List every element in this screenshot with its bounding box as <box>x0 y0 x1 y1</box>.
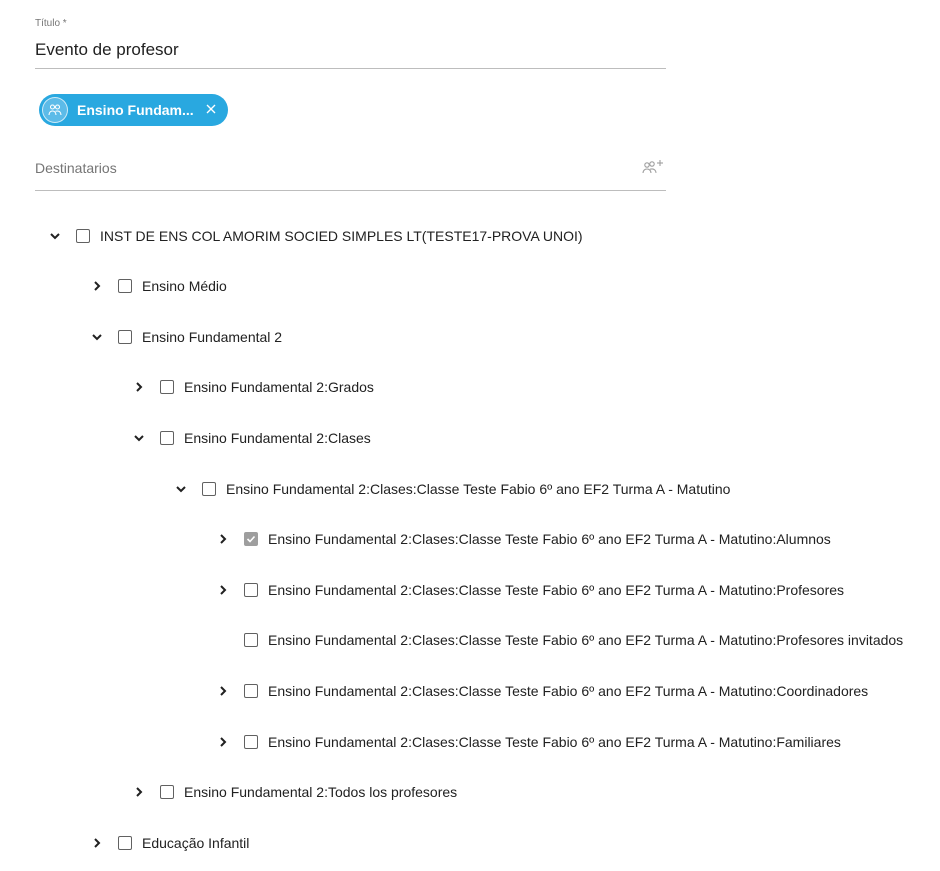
tree-node[interactable] <box>215 578 844 602</box>
chevron-right-icon[interactable] <box>215 531 231 547</box>
node-label[interactable]: Ensino Fundamental 2:Clases:Classe Teste Fabio 6º ano EF2 Turma A - Matutino:Profesores <box>268 582 845 598</box>
node-label[interactable]: Ensino Médio <box>142 278 227 294</box>
node-label[interactable]: Ensino Fundamental 2:Clases:Classe Teste Fabio 6º ano EF2 Turma A - Matutino:Alumnos <box>268 531 831 547</box>
tree-node[interactable] <box>215 628 903 652</box>
node-checkbox[interactable] <box>118 279 132 293</box>
tree-node[interactable] <box>173 477 730 501</box>
chevron-right-icon[interactable] <box>215 683 231 699</box>
chevron-right-icon[interactable] <box>131 784 147 800</box>
group-avatar-icon <box>42 97 68 123</box>
chevron-down-icon[interactable] <box>131 430 147 446</box>
tree-node[interactable] <box>89 831 249 855</box>
node-checkbox[interactable] <box>244 532 258 546</box>
chevron-right-icon[interactable] <box>89 835 105 851</box>
node-label[interactable]: Ensino Fundamental 2:Clases:Classe Teste Fabio 6º ano EF2 Turma A - Matutino:Familiares <box>268 734 841 750</box>
node-checkbox[interactable] <box>244 735 258 749</box>
recipients-input[interactable]: Destinatarios <box>35 160 117 176</box>
node-label[interactable]: INST DE ENS COL AMORIM SOCIED SIMPLES LT(TESTE17-PROVA UNOI) <box>100 228 583 244</box>
recipients-underline <box>35 190 666 191</box>
node-label[interactable]: Ensino Fundamental 2:Clases:Classe Teste Fabio 6º ano EF2 Turma A - Matutino:Coordinadores <box>268 683 869 699</box>
chevron-right-icon[interactable] <box>215 734 231 750</box>
title-input[interactable]: Evento de profesor <box>35 40 179 59</box>
tree-node[interactable] <box>215 527 831 551</box>
node-checkbox[interactable] <box>244 583 258 597</box>
node-checkbox[interactable] <box>160 785 174 799</box>
node-label[interactable]: Ensino Fundamental 2:Clases:Classe Teste Fabio 6º ano EF2 Turma A - Matutino:Profesores invitados <box>268 632 904 648</box>
node-checkbox[interactable] <box>76 229 90 243</box>
chevron-down-icon[interactable] <box>89 329 105 345</box>
node-checkbox[interactable] <box>244 633 258 647</box>
tree-node[interactable] <box>131 426 371 450</box>
close-icon[interactable] <box>204 102 218 116</box>
node-label[interactable]: Ensino Fundamental 2:Clases <box>184 430 371 446</box>
add-group-icon[interactable] <box>641 157 665 177</box>
node-label[interactable]: Ensino Fundamental 2:Clases:Classe Teste Fabio 6º ano EF2 Turma A - Matutino <box>226 481 731 497</box>
tree-node[interactable] <box>215 679 868 703</box>
chevron-down-icon[interactable] <box>173 481 189 497</box>
chevron-spacer <box>215 632 231 648</box>
tree-node[interactable] <box>89 274 227 298</box>
node-label[interactable]: Ensino Fundamental 2:Todos los profesores <box>184 784 458 800</box>
tree-node[interactable] <box>131 375 374 399</box>
title-field-label: Título * <box>35 18 67 29</box>
tree-node[interactable] <box>47 224 583 248</box>
node-checkbox[interactable] <box>118 836 132 850</box>
title-underline <box>35 68 666 69</box>
node-label[interactable]: Educação Infantil <box>142 835 250 851</box>
node-checkbox[interactable] <box>118 330 132 344</box>
tree-node[interactable] <box>215 730 841 754</box>
tree-node[interactable] <box>89 325 282 349</box>
selected-recipient-chip[interactable] <box>39 94 228 126</box>
chevron-right-icon[interactable] <box>89 278 105 294</box>
chevron-right-icon[interactable] <box>131 379 147 395</box>
chevron-right-icon[interactable] <box>215 582 231 598</box>
node-label[interactable]: Ensino Fundamental 2:Grados <box>184 379 374 395</box>
node-checkbox[interactable] <box>160 380 174 394</box>
node-checkbox[interactable] <box>202 482 216 496</box>
tree-node[interactable] <box>131 780 457 804</box>
chip-label: Ensino Fundam... <box>77 102 194 118</box>
node-checkbox[interactable] <box>244 684 258 698</box>
node-checkbox[interactable] <box>160 431 174 445</box>
node-label[interactable]: Ensino Fundamental 2 <box>142 329 283 345</box>
chevron-down-icon[interactable] <box>47 228 63 244</box>
